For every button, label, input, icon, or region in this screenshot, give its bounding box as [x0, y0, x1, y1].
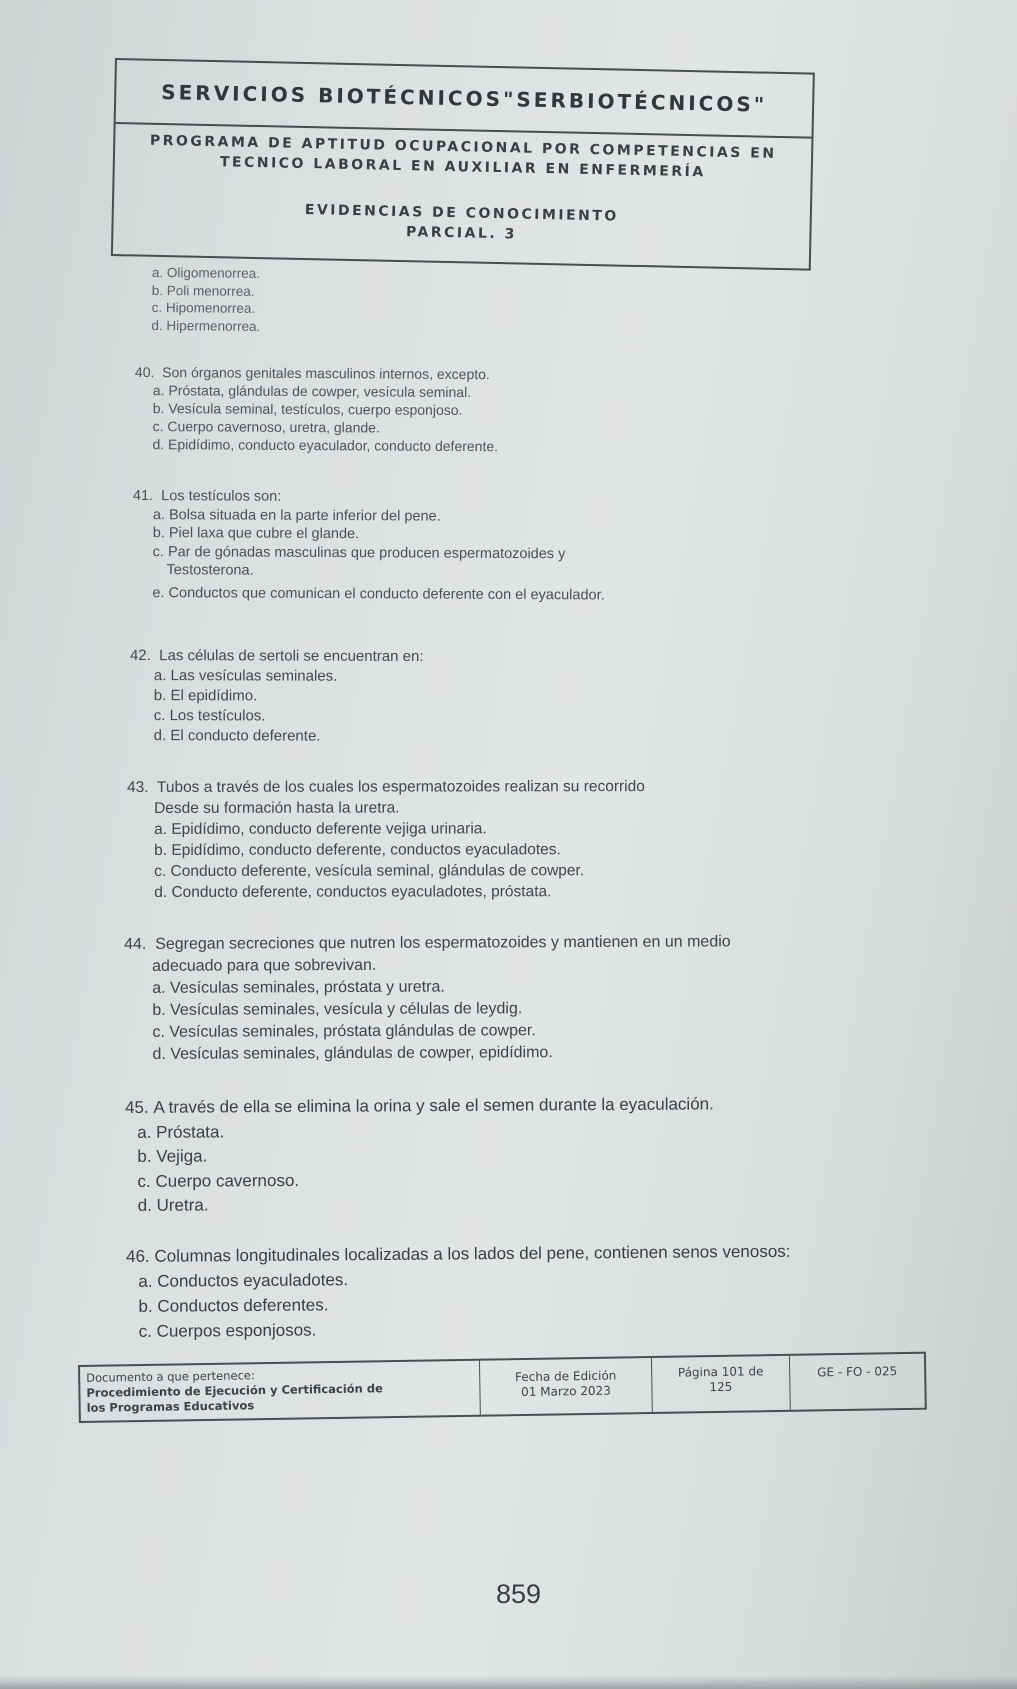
option: b. Vesículas seminales, vesícula y células de leydig. — [152, 1000, 523, 1019]
question-stem: 43. Tubos a través de los cuales los espermatozoides realizan su recorrido — [127, 778, 645, 796]
question-stem: 46. Columnas longitudinales localizadas a los lados del pene, contienen senos venosos: — [126, 1241, 791, 1266]
option: e. Conductos que comunican el conducto deferente con el eyaculador. — [152, 584, 605, 603]
evidence-line-2: PARCIAL. 3 — [405, 224, 517, 243]
option: b. Vejiga. — [137, 1146, 208, 1166]
question-stem-line-2: adecuado para que sobrevivan. — [152, 956, 377, 975]
question-stem: 44. Segregan secreciones que nutren los espermatozoides y mantienen en un medio — [124, 933, 731, 953]
evidence-title — [113, 196, 810, 251]
question-41 — [132, 487, 605, 604]
option: d. Vesículas seminales, glándulas de cowper, epidídimo. — [152, 1044, 553, 1063]
option: b. El epidídimo. — [153, 687, 258, 705]
option: a. Bolsa situada en la parte inferior del pene. — [152, 506, 441, 525]
option: a. Epidídimo, conducto deferente vejiga urinaria. — [154, 820, 487, 838]
option: c. Vesículas seminales, próstata glándulas de cowper. — [152, 1022, 536, 1041]
option: a. Oligomenorrea. — [151, 264, 261, 281]
question-stem: 41. Los testículos son: — [132, 488, 282, 505]
footer-document-name: Procedimiento de Ejecución y Certificación de — [86, 1381, 383, 1400]
question-43 — [127, 776, 645, 903]
question-42 — [130, 646, 424, 747]
option: d. Hipermenorrea. — [151, 317, 261, 334]
footer-edition-date: 01 Marzo 2023 — [521, 1383, 611, 1400]
footer-table — [78, 1352, 927, 1423]
question-44 — [124, 931, 731, 1066]
footer-page-cell — [652, 1356, 791, 1412]
institution-title: SERVICIOS BIOTÉCNICOS"SERBIOTÉCNICOS" — [116, 60, 813, 139]
option: b. Vesícula seminal, testículos, cuerpo esponjoso. — [152, 400, 463, 419]
option: d. Epidídimo, conducto eyaculador, conducto deferente. — [152, 436, 499, 455]
option: c. Los testículos. — [153, 707, 266, 725]
footer-edition-label: Fecha de Edición — [515, 1368, 617, 1385]
footer-document-label: Documento a que pertenece: — [86, 1368, 255, 1385]
footer-code-cell — [790, 1354, 925, 1410]
program-line-2: TECNICO LABORAL EN AUXILIAR EN ENFERMERÍA — [219, 154, 706, 181]
footer-page-label: Página 101 de — [677, 1364, 764, 1380]
option: b. Poli menorrea. — [151, 282, 255, 299]
option: d. Uretra. — [137, 1195, 209, 1215]
option: c. Conducto deferente, vesícula seminal, glándulas de cowper. — [154, 862, 585, 880]
option: d. El conducto deferente. — [153, 727, 321, 745]
question-stem: 45. A través de ella se elimina la orina y sale el semen durante la eyaculación. — [125, 1094, 714, 1117]
prev-question-options — [151, 264, 260, 335]
footer-code: GE - FO - 025 — [817, 1364, 898, 1380]
footer-edition-cell — [480, 1358, 653, 1415]
option: b. Epidídimo, conducto deferente, conductos eyaculadotes. — [154, 841, 561, 859]
option-continuation: Testosterona. — [166, 562, 254, 579]
question-46 — [126, 1239, 791, 1344]
option: a. Conductos eyaculadotes. — [138, 1270, 349, 1291]
question-40 — [134, 363, 498, 455]
option: b. Piel laxa que cubre el glande. — [152, 525, 360, 543]
option: d. Conducto deferente, conductos eyaculadotes, próstata. — [154, 883, 552, 901]
option: b. Conductos deferentes. — [138, 1295, 329, 1316]
option: a. Vesículas seminales, próstata y uretra. — [152, 978, 445, 997]
option: c. Hipomenorrea. — [151, 299, 256, 316]
question-stem: 42. Las células de sertoli se encuentran en: — [129, 647, 424, 666]
question-45 — [125, 1092, 714, 1218]
page-edge-shadow — [0, 1676, 1017, 1689]
option: a. Las vesículas seminales. — [153, 667, 338, 685]
option: a. Próstata, glándulas de cowper, vesícula seminal. — [152, 382, 472, 401]
option: c. Cuerpo cavernoso. — [137, 1170, 300, 1191]
footer-document-cell — [80, 1361, 481, 1421]
document-header — [111, 58, 815, 271]
option: c. Par de gónadas masculinas que producen espermatozoides y — [152, 543, 566, 562]
option: c. Cuerpo cavernoso, uretra, glande. — [152, 418, 380, 436]
evidence-line-1: EVIDENCIAS DE CONOCIMIENTO — [304, 202, 619, 225]
question-stem-line-2: Desde su formación hasta la uretra. — [154, 799, 400, 817]
footer-page-total: 125 — [709, 1379, 733, 1395]
option: c. Cuerpos esponjosos. — [138, 1320, 317, 1341]
question-stem: 40. Son órganos genitales masculinos internos, excepto. — [134, 363, 490, 383]
footer-document-name-2: los Programas Educativos — [86, 1398, 255, 1415]
program-line-1: PROGRAMA DE APTITUD OCUPACIONAL POR COMPETENCIAS EN — [149, 132, 777, 162]
option: a. Próstata. — [137, 1121, 225, 1142]
page-number: 859 — [496, 1579, 542, 1609]
